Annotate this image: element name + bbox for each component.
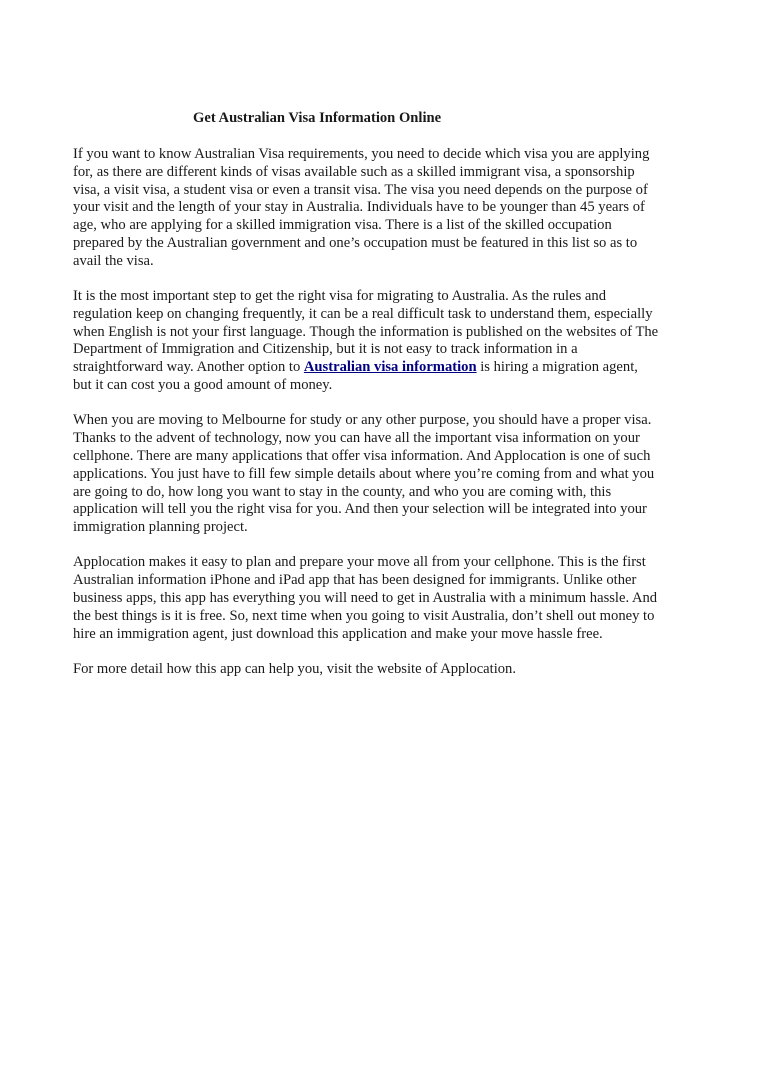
- text-line: For more detail how this app can help you, visit the website of Applocation.: [73, 660, 516, 677]
- text-line: immigration planning project.: [73, 519, 248, 536]
- text-line: prepared by the Australian government and one’s occupation must be featured in this list so as to: [73, 234, 638, 251]
- australian-visa-information-link[interactable]: Australian visa information: [303, 359, 477, 376]
- text-line: applications. You just have to fill few simple details about where you’re coming from and what you: [73, 465, 655, 482]
- paragraph-right-visa: [73, 288, 713, 395]
- paragraph-melbourne: [73, 412, 713, 537]
- link-line-prefix: straightforward way. Another option to: [73, 359, 304, 376]
- link-line-suffix: is hiring a migration agent,: [476, 359, 638, 376]
- paragraph-visa-requirements: [73, 146, 713, 271]
- document-body: [73, 146, 713, 696]
- text-line: hire an immigration agent, just download this application and make your move hassle free.: [73, 625, 603, 642]
- text-line: but it can cost you a good amount of money.: [73, 377, 333, 394]
- text-line: Department of Immigration and Citizenship, but it is not easy to track information in a: [73, 341, 578, 358]
- text-line: avail the visa.: [73, 252, 154, 269]
- text-line: business apps, this app has everything you will need to get in Australia with a minimum hassle. And: [73, 590, 658, 607]
- paragraph-more-detail: [73, 661, 713, 679]
- text-line: your visit and the length of your stay in Australia. Individuals have to be younger than 45 years of: [73, 199, 645, 216]
- text-line: Applocation makes it easy to plan and prepare your move all from your cellphone. This is the first: [73, 554, 646, 571]
- text-line: cellphone. There are many applications that offer visa information. And Applocation is one of such: [73, 447, 651, 464]
- text-line: application will tell you the right visa for you. And then your selection will be integrated into your: [73, 501, 647, 518]
- paragraph-applocation: [73, 554, 713, 643]
- text-line: regulation keep on changing frequently, it can be a real difficult task to understand them, especially: [73, 305, 653, 322]
- document-title: Get Australian Visa Information Online: [193, 110, 442, 126]
- text-line: When you are moving to Melbourne for study or any other purpose, you should have a proper visa.: [73, 412, 652, 429]
- text-line: Thanks to the advent of technology, now you can have all the important visa information on your: [73, 430, 640, 447]
- text-line: If you want to know Australian Visa requirements, you need to decide which visa you are applying: [73, 146, 650, 162]
- text-line: It is the most important step to get the right visa for migrating to Australia. As the rules and: [73, 288, 606, 305]
- text-line: age, who are applying for a skilled immigration visa. There is a list of the skilled occupation: [73, 217, 612, 234]
- text-line: Australian information iPhone and iPad app that has been designed for immigrants. Unlike other: [73, 572, 637, 589]
- text-line-with-link: [73, 359, 713, 377]
- text-line: for, as there are different kinds of visas available such as a skilled immigrant visa, a sponsorship: [73, 163, 635, 180]
- text-line: visa, a visit visa, a student visa or even a transit visa. The visa you need depends on the purpose of: [73, 181, 648, 198]
- text-line: the best things is it is free. So, next time when you going to visit Australia, don’t shell out money to: [73, 607, 655, 624]
- text-line: when English is not your first language. Though the information is published on the websites of The: [73, 323, 659, 340]
- text-line: are going to do, how long you want to stay in the county, and who you are coming with, this: [73, 483, 612, 500]
